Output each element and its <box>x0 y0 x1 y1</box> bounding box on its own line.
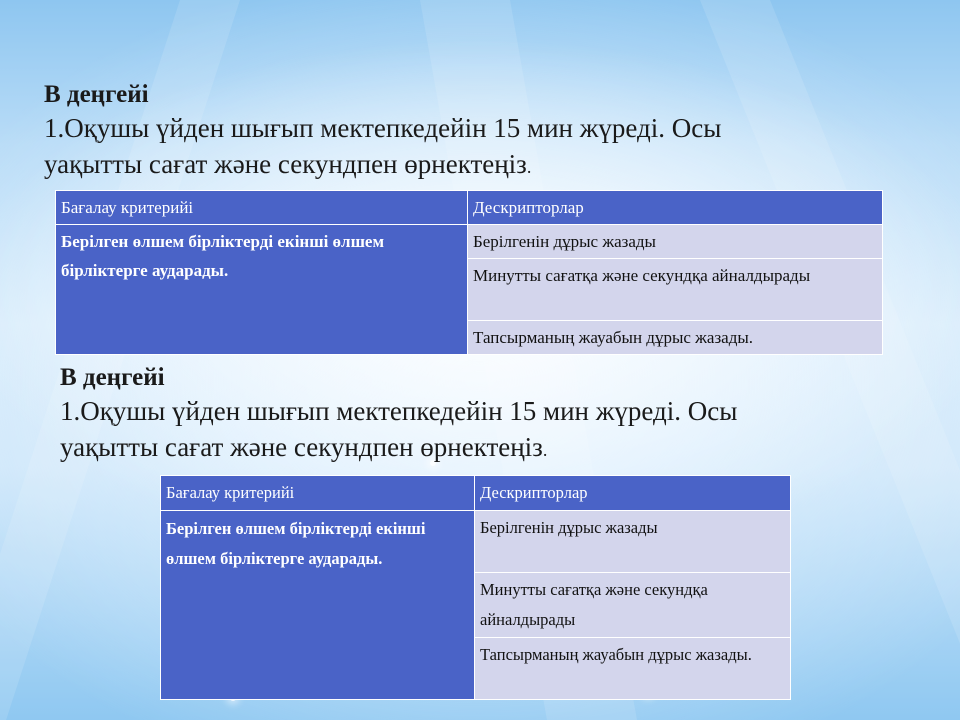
header-criteria: Бағалау критерийі <box>161 476 475 511</box>
criterion-cell: Берілген өлшем бірліктерді екінші өлшем бірліктерге аударады. <box>161 511 475 700</box>
header-descriptors: Дескрипторлар <box>468 191 883 225</box>
task-line-2: уақытты сағат және секундпен өрнектеңіз. <box>44 149 532 179</box>
section-1-task <box>44 110 721 185</box>
section-2-heading: В деңгейі <box>60 364 165 391</box>
descriptor-cell: Минутты сағатқа және секундқа айналдырады <box>475 573 791 638</box>
descriptor-cell: Тапсырманың жауабын дұрыс жазады. <box>475 638 791 700</box>
descriptor-cell: Берілгенін дұрыс жазады <box>468 225 883 259</box>
section-2-task <box>60 393 737 468</box>
task-line-2: уақытты сағат және секундпен өрнектеңіз. <box>60 432 548 462</box>
descriptor-cell: Берілгенін дұрыс жазады <box>475 511 791 573</box>
task-line-1: 1.Оқушы үйден шығып мектепкедейін 15 мин жүреді. Осы <box>60 396 738 426</box>
descriptor-cell: Тапсырманың жауабын дұрыс жазады. <box>468 321 883 355</box>
assessment-table-2 <box>160 475 791 700</box>
section-1 <box>44 80 721 185</box>
header-criteria: Бағалау критерийі <box>56 191 468 225</box>
header-descriptors: Дескрипторлар <box>475 476 791 511</box>
descriptor-cell: Минутты сағатқа және секундқа айналдырады <box>468 259 883 321</box>
section-1-heading: В деңгейі <box>44 81 149 108</box>
task-line-1: 1.Оқушы үйден шығып мектепкедейін 15 мин жүреді. Осы <box>44 113 722 143</box>
criterion-cell: Берілген өлшем бірліктерді екінші өлшем бірліктерге аударады. <box>56 225 468 355</box>
assessment-table-1 <box>55 190 883 355</box>
section-2 <box>60 363 737 468</box>
